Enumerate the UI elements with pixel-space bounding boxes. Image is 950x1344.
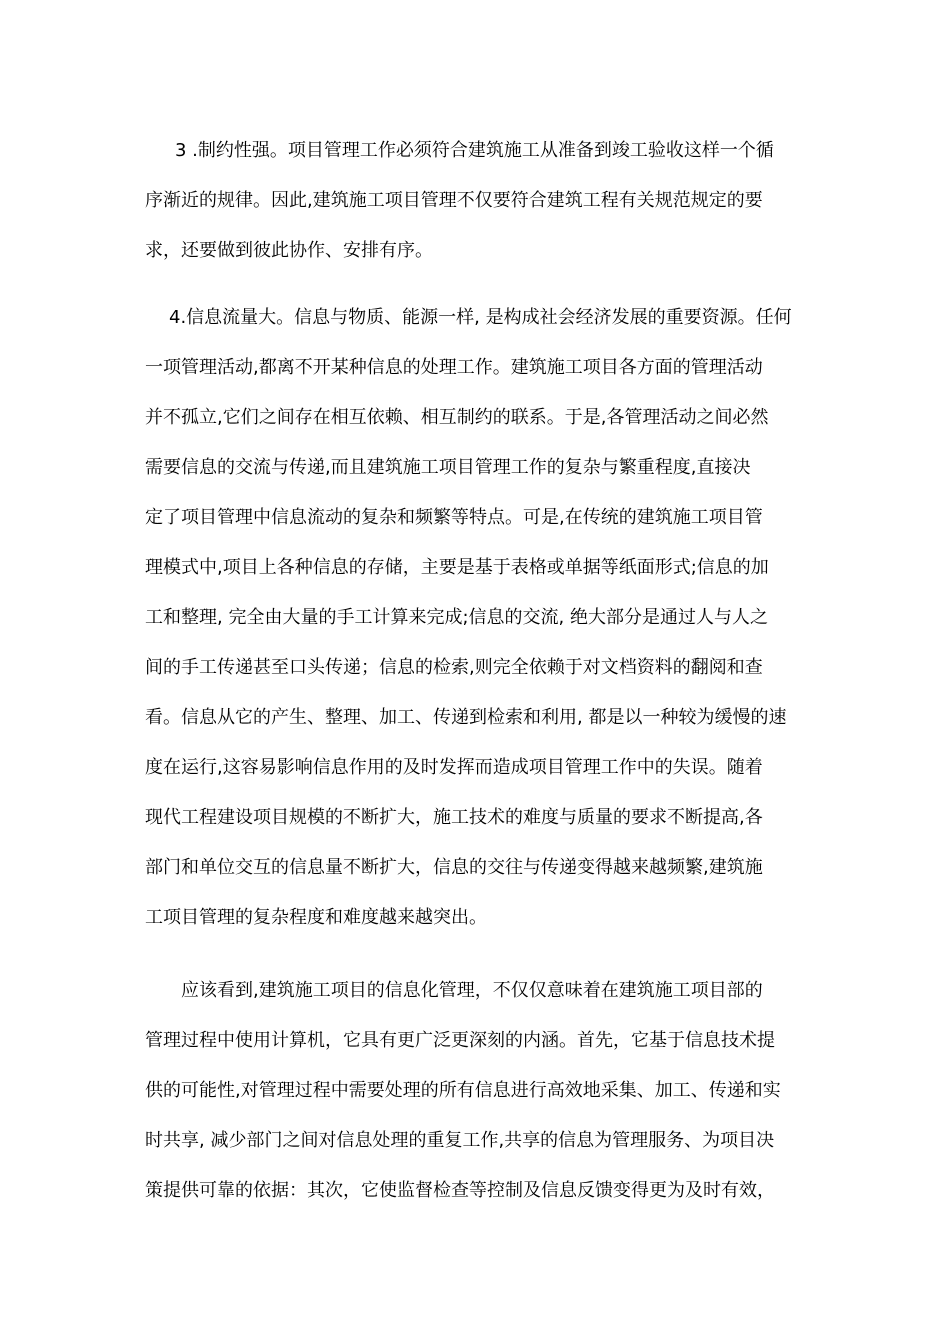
- paragraph-information-flow: [145, 293, 815, 943]
- text-line: 4.信息流量大。信息与物质、能源一样, 是构成社会经济发展的重要资源。任何: [169, 307, 792, 328]
- text-line: 理模式中,项目上各种信息的存储，主要是基于表格或单据等纸面形式;信息的加: [145, 557, 769, 578]
- paragraph-constraint: [145, 126, 815, 276]
- text-line: 应该看到,建筑施工项目的信息化管理，不仅仅意味着在建筑施工项目部的: [181, 980, 763, 1001]
- text-line: 间的手工传递甚至口头传递；信息的检索,则完全依赖于对文档资料的翻阅和查: [145, 657, 763, 678]
- text-line: 工项目管理的复杂程度和难度越来越突出。: [145, 907, 487, 928]
- text-line: 时共享, 减少部门之间对信息处理的重复工作,共享的信息为管理服务、为项目决: [145, 1130, 775, 1151]
- text-line: 3 .制约性强。项目管理工作必须符合建筑施工从准备到竣工验收这样一个循: [175, 140, 774, 161]
- text-line: 定了项目管理中信息流动的复杂和频繁等特点。可是,在传统的建筑施工项目管: [145, 507, 763, 528]
- text-line: 工和整理, 完全由大量的手工计算来完成;信息的交流, 绝大部分是通过人与人之: [145, 607, 768, 628]
- text-line: 一项管理活动,都离不开某种信息的处理工作。建筑施工项目各方面的管理活动: [145, 357, 763, 378]
- text-line: 供的可能性,对管理过程中需要处理的所有信息进行高效地采集、加工、传递和实: [145, 1080, 781, 1101]
- text-line: 度在运行,这容易影响信息作用的及时发挥而造成项目管理工作中的失误。随着: [145, 757, 763, 778]
- text-line: 并不孤立,它们之间存在相互依赖、相互制约的联系。于是,各管理活动之间必然: [145, 407, 769, 428]
- text-line: 求，还要做到彼此协作、安排有序。: [145, 240, 433, 261]
- text-line: 看。信息从它的产生、整理、加工、传递到检索和利用, 都是以一种较为缓慢的速: [145, 707, 787, 728]
- paragraph-informatization: [145, 966, 815, 1216]
- text-line: 序渐近的规律。因此,建筑施工项目管理不仅要符合建筑工程有关规范规定的要: [145, 190, 763, 211]
- text-line: 现代工程建设项目规模的不断扩大，施工技术的难度与质量的要求不断提高,各: [145, 807, 763, 828]
- text-line: 需要信息的交流与传递,而且建筑施工项目管理工作的复杂与繁重程度,直接决: [145, 457, 751, 478]
- text-line: 部门和单位交互的信息量不断扩大，信息的交往与传递变得越来越频繁,建筑施: [145, 857, 763, 878]
- text-line: 管理过程中使用计算机，它具有更广泛更深刻的内涵。首先，它基于信息技术提: [145, 1030, 775, 1051]
- text-line: 策提供可靠的依据：其次，它使监督检查等控制及信息反馈变得更为及时有效，: [145, 1180, 775, 1201]
